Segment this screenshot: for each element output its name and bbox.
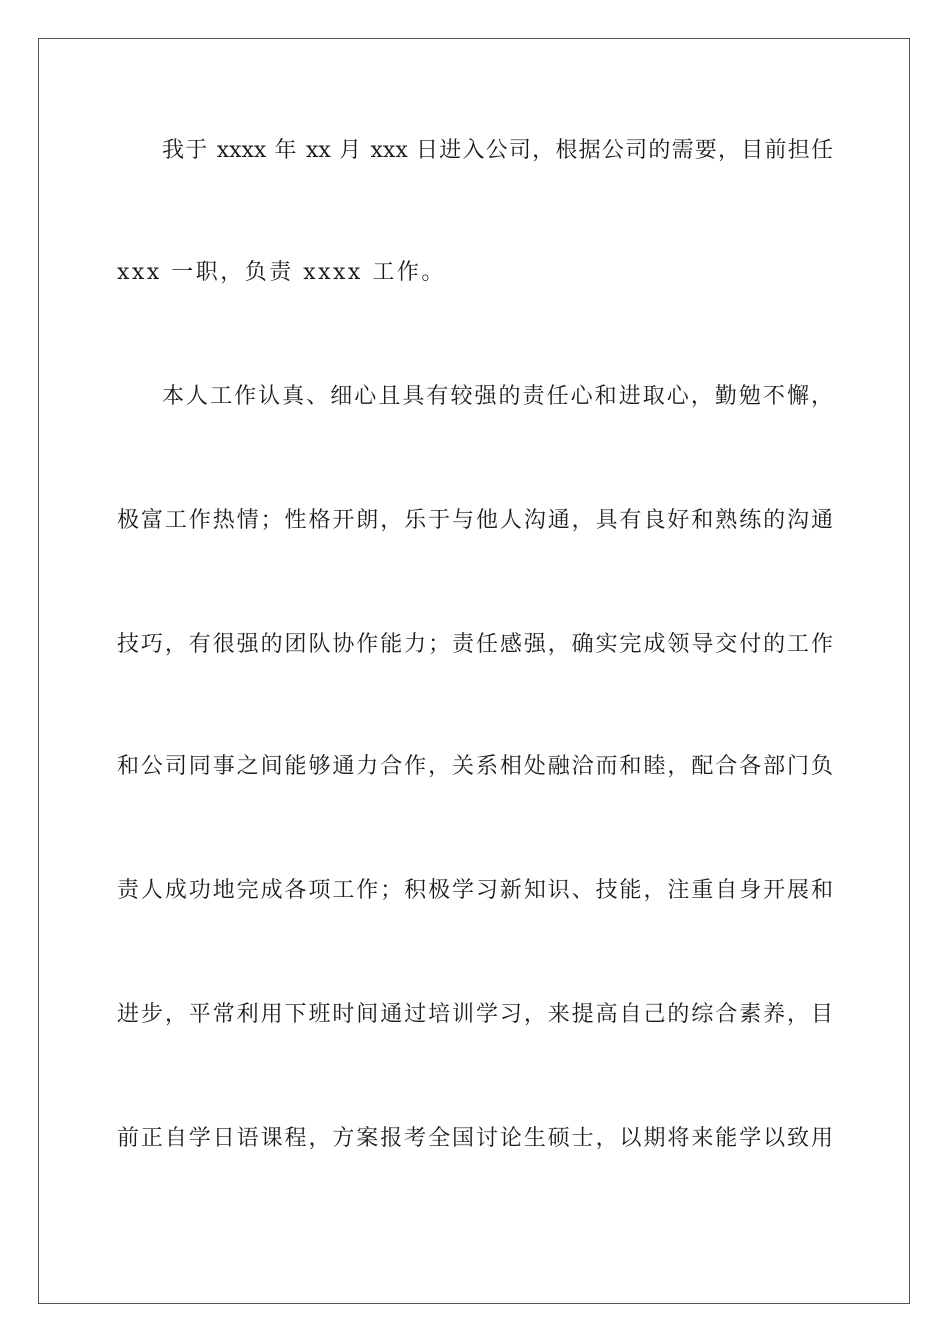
paragraph-2-line-6: 进步，平常利用下班时间通过培训学习，来提高自己的综合素养，目 (117, 1002, 833, 1027)
paragraph-1-line-2: xxx 一职，负责 xxxx 工作。 (117, 260, 446, 285)
paragraph-2-line-1: 本人工作认真、细心且具有较强的责任心和进取心，勤勉不懈， (162, 384, 833, 409)
page-frame (38, 38, 910, 1304)
paragraph-1-line-1: 我于 xxxx 年 xx 月 xxx 日进入公司，根据公司的需要，目前担任 (162, 138, 833, 163)
paragraph-2-line-4: 和公司同事之间能够通力合作，关系相处融洽而和睦，配合各部门负 (117, 754, 833, 779)
paragraph-2-line-7: 前正自学日语课程，方案报考全国讨论生硕士，以期将来能学以致用 (117, 1126, 833, 1151)
paragraph-2-line-3: 技巧，有很强的团队协作能力；责任感强，确实完成领导交付的工作 (117, 632, 833, 657)
paragraph-2-line-2: 极富工作热情；性格开朗，乐于与他人沟通，具有良好和熟练的沟通 (117, 508, 833, 533)
paragraph-2-line-5: 责人成功地完成各项工作；积极学习新知识、技能，注重自身开展和 (117, 878, 833, 903)
